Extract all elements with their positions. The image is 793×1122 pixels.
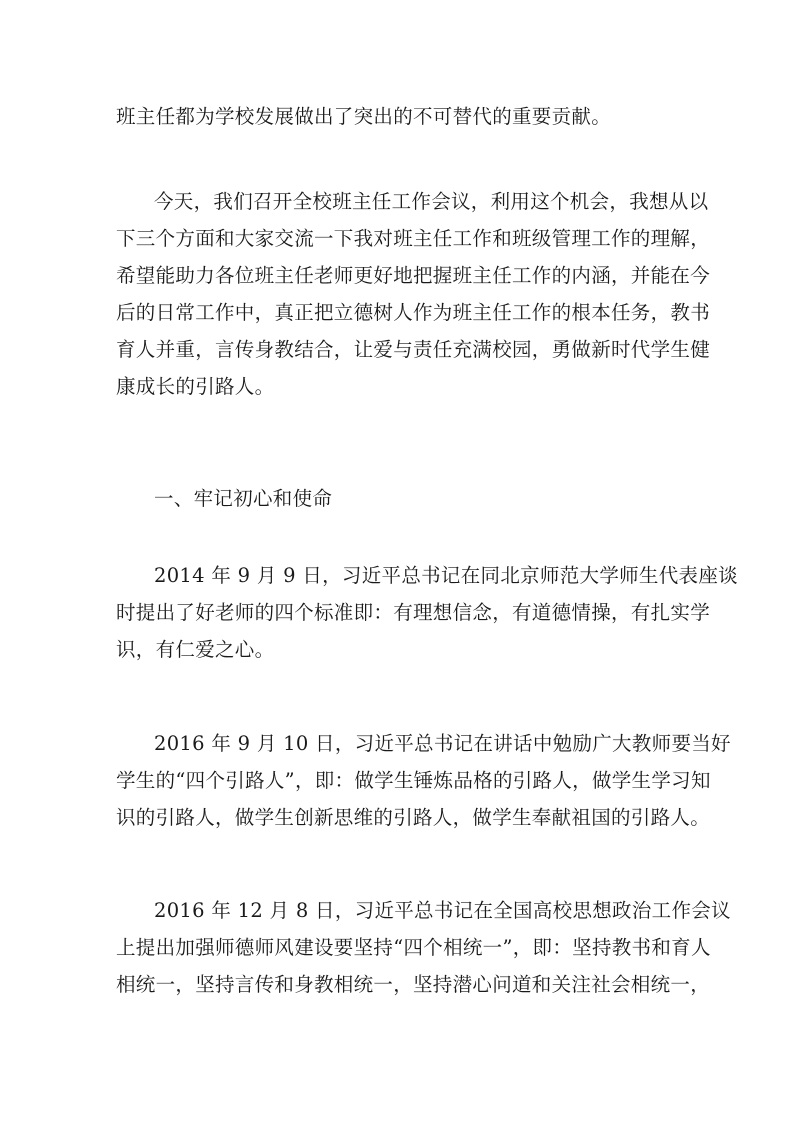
heading-text: 一、牢记初心和使命 bbox=[154, 487, 333, 510]
paragraph-intro bbox=[116, 183, 711, 405]
paragraph-2016-dec bbox=[116, 892, 731, 1003]
text-line: 2016 年 12 月 8 日，习近平总书记在全国高校思想政治工作会议 bbox=[154, 899, 731, 922]
text-line: 2014 年 9 月 9 日，习近平总书记在同北京师范大学师生代表座谈 bbox=[154, 564, 738, 587]
paragraph-2016-sep bbox=[116, 725, 731, 836]
text-line: 今天，我们召开全校班主任工作会议，利用这个机会，我想从以 bbox=[154, 190, 709, 213]
text-line: 时提出了好老师的四个标准即：有理想信念，有道德情操，有扎实学 bbox=[116, 601, 711, 624]
text-line: 2016 年 9 月 10 日，习近平总书记在讲话中勉励广大教师要当好 bbox=[154, 732, 731, 755]
text-line: 学生的“四个引路人”，即：做学生锤炼品格的引路人，做学生学习知 bbox=[116, 769, 711, 792]
text-line: 康成长的引路人。 bbox=[116, 375, 275, 398]
text-line: 班主任都为学校发展做出了突出的不可替代的重要贡献。 bbox=[116, 105, 612, 128]
text-line: 后的日常工作中，真正把立德树人作为班主任工作的根本任务，教书 bbox=[116, 301, 711, 324]
paragraph-continuation bbox=[116, 98, 682, 135]
text-line: 育人并重，言传身教结合，让爱与责任充满校园，勇做新时代学生健 bbox=[116, 338, 711, 361]
text-line: 相统一，坚持言传和身教相统一，坚持潜心问道和关注社会相统一， bbox=[116, 973, 711, 996]
section-heading bbox=[116, 480, 682, 517]
text-line: 下三个方面和大家交流一下我对班主任工作和班级管理工作的理解， bbox=[116, 227, 711, 250]
text-line: 识的引路人，做学生创新思维的引路人，做学生奉献祖国的引路人。 bbox=[116, 806, 711, 829]
paragraph-2014 bbox=[116, 557, 738, 668]
text-line: 希望能助力各位班主任老师更好地把握班主任工作的内涵，并能在今 bbox=[116, 264, 711, 287]
text-line: 识，有仁爱之心。 bbox=[116, 638, 275, 661]
text-line: 上提出加强师德师风建设要坚持“四个相统一”，即：坚持教书和育人 bbox=[116, 936, 711, 959]
